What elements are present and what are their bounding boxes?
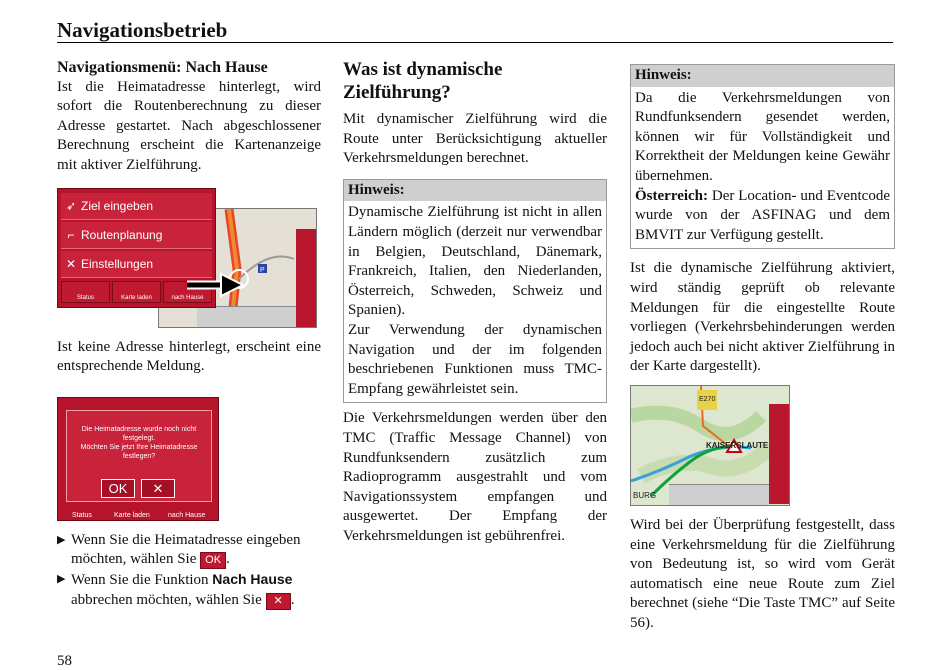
map-side-toolbar[interactable] [296, 229, 316, 327]
bullet-item-cancel: ▶ Wenn Sie die Funktion Nach Hause abbrechen möchten, wählen Sie ✕ . [57, 570, 295, 608]
page-title: Navigationsbetrieb [57, 18, 228, 42]
column-3 [630, 64, 895, 633]
screenshot-navigation-menu [57, 188, 317, 328]
map-bottom-toolbar[interactable] [669, 484, 769, 505]
screenshot-tmc-map [630, 385, 790, 506]
dialog-message-line-2: Möchten Sie jetzt Ihre Heimatadresse festlegen? [80, 443, 198, 460]
city-label: KAISERSLAUTE [706, 440, 769, 450]
dialog-tab-row [58, 512, 218, 520]
place-label: BURG [633, 490, 657, 500]
hint-box-countries [343, 179, 607, 404]
hint-tmc-text: Zur Verwendung der dynamischen Navigation und der im folgenden beschriebenen Funktionen muss TMC-Empfang gewährleistet sein. [348, 321, 602, 397]
tab-karte-laden[interactable]: Karte laden [114, 511, 150, 519]
menu-item-einstellungen[interactable]: ✕ Einstellungen [61, 251, 212, 278]
route-icon: ⌐ [67, 227, 75, 242]
paragraph-no-address: Ist keine Adresse hinterlegt, erscheint eine entsprechende Meldung. [57, 338, 321, 375]
bullet-item-enter-address: ▶ Wenn Sie die Heimatadresse eingeben möchten, wählen Sie OK . [57, 531, 301, 568]
paragraph-dynamic-guidance: Mit dynamischer Zielführung wird die Route unter Berücksichtigung aktueller Verkehrsmeldungen berechnet. [343, 111, 607, 167]
tools-icon: ✕ [65, 256, 77, 271]
section-heading-dynamic-guidance: Was ist dynamische Zielführung? [343, 59, 503, 103]
svg-text:P: P [260, 266, 265, 274]
tab-karte-laden[interactable]: Karte laden [112, 281, 161, 303]
dialog-ok-button[interactable]: OK [101, 479, 135, 498]
tab-nach-hause[interactable]: nach Hause [163, 281, 212, 303]
paragraph-home-address: Ist die Heimatadresse hinterlegt, wird sofort die Routenberechnung zu dieser Adresse gestartet. Nach abgeschlossener Berechnung erscheint die Kartenanzeige mit aktiver Zielführung. [57, 78, 321, 173]
ok-button-icon: OK [200, 552, 226, 569]
compass-icon: ➶ [65, 198, 77, 213]
title-rule [57, 42, 893, 43]
hint-title: Hinweis: [344, 180, 606, 202]
hint-title: Hinweis: [631, 65, 894, 87]
bullet-list [57, 531, 321, 610]
column-1 [57, 58, 321, 610]
screenshot-no-home-address [57, 397, 219, 521]
bullet-triangle-icon: ▶ [57, 533, 66, 546]
menu-item-ziel-eingeben[interactable]: ➶ Ziel eingeben [61, 193, 212, 220]
close-button-icon: ✕ [266, 593, 291, 610]
tab-nach-hause[interactable]: nach Hause [168, 511, 206, 519]
function-name-nach-hause: Nach Hause [212, 570, 293, 587]
arrow-icon [185, 270, 245, 300]
road-sign-label: E270 [697, 390, 717, 410]
tab-status[interactable]: Status [72, 511, 92, 519]
page-number: 58 [57, 653, 72, 669]
message-dialog [66, 410, 212, 502]
dialog-message-line-1: Die Heimatadresse wurde noch nicht festgelegt. [81, 425, 197, 442]
hint-austria-label: Österreich: [635, 187, 709, 204]
hint-countries-text: Dynamische Zielführung ist nicht in allen Ländern möglich (derzeit nur verwendbar in Belgien, Deutschland, Dänemark, Frankreich, Italien, den Niederlanden, Österreich, Schweden, Schweiz und Spanien). [348, 204, 602, 319]
map-side-toolbar[interactable] [769, 404, 789, 504]
paragraph-route-check: Ist die dynamische Zielführung aktiviert, wird ständig geprüft ob relevante Meldungen für die eingestellte Route vorliegen (Verkehrsbehinderungen werden jedoch auch bei nicht aktiver Zielführung in der Karte dargestellt). [630, 260, 895, 375]
paragraph-tmc: Die Verkehrsmeldungen werden über den TMC (Traffic Message Channel) von Rundfunksendern zusätzlich zum Radioprogramm ausgestrahlt und vom Navigationssystem empfangen und ausgewertet. Der Empfang der Verkehrsmeldungen ist gebührenfrei. [343, 410, 607, 544]
tab-status[interactable]: Status [61, 281, 110, 303]
paragraph-new-route: Wird bei der Überprüfung festgestellt, dass eine Verkehrsmeldung für die Zielführung von Bedeutung ist, so wird vom Gerät automatisch eine neue Route zum Ziel berechnet (siehe “Die Taste TMC” auf Seite 56). [630, 516, 895, 631]
hint-body [344, 201, 606, 402]
column-2 [343, 58, 607, 546]
section-heading-nach-hause: Navigationsmenü: Nach Hause [57, 59, 268, 76]
hint-austria-text: Österreich: Der Location- und Eventcode wurde von der ASFINAG und dem BMVIT zur Verfügung gestellt. [635, 187, 890, 243]
menu-item-routenplanung[interactable]: ⌐ Routenplanung [61, 222, 212, 249]
map-bottom-toolbar[interactable] [197, 306, 296, 327]
bullet-triangle-icon: ▶ [57, 572, 66, 585]
hint-warranty-text: Da die Verkehrsmeldungen von Rundfunksendern gesendet werden, können wir für Vollständigkeit und Korrektheit der Meldungen keine Gewähr übernehmen. [635, 89, 890, 184]
dialog-cancel-button[interactable]: ✕ [141, 479, 175, 498]
hint-body [631, 87, 894, 249]
hint-box-warranty [630, 64, 895, 249]
